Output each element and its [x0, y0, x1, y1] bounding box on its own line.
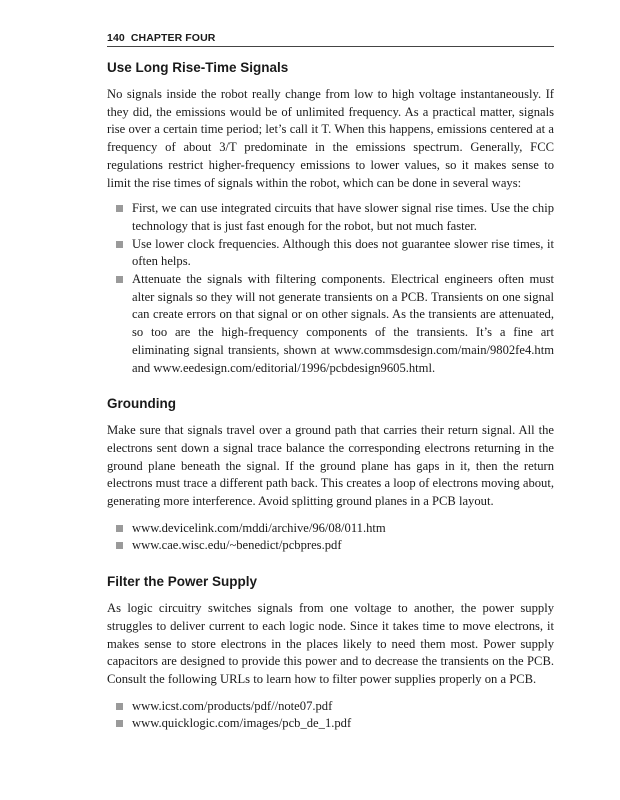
- section-power-supply: [107, 574, 554, 733]
- bullet-list: [107, 698, 554, 733]
- square-bullet-icon: [116, 276, 123, 283]
- url-text: www.icst.com/products/pdf//note07.pdf: [132, 698, 333, 713]
- url-text: www.quicklogic.com/images/pcb_de_1.pdf: [132, 716, 352, 731]
- list-item-text: First, we can use integrated circuits that have slower signal rise times. Use the chip technology that is just fast enough for the robot, but not much faster.: [132, 201, 554, 233]
- square-bullet-icon: [116, 205, 123, 212]
- list-item: [107, 236, 554, 271]
- section-heading: Filter the Power Supply: [107, 574, 258, 590]
- square-bullet-icon: [116, 703, 123, 710]
- square-bullet-icon: [116, 525, 123, 532]
- section-rise-time: [107, 60, 554, 377]
- section-paragraph: No signals inside the robot really change from low to high voltage instantaneously. If they did, the emissions would be of unlimited frequency. As a practical matter, signals rise over a certain time period; let’s call it T. When this happens, emissions centered at a frequency of about 3/T predominate in the emissions spectrum. Generally, FCC regulations restrict higher-frequency emissions to lower values, so it makes sense to limit the rise times of signals within the robot, which can be done in several ways:: [107, 87, 554, 190]
- list-item-text: Attenuate the signals with filtering components. Electrical engineers often must alter signals so they will not generate transients on a PCB. Transients on one signal can create errors on that signal or on other signals. As the transients are attenuated, so too are the high-frequency components of the transients. It’s a fine art eliminating signal transients, shown at www.commsdesign.com/main/9802fe4.htm and www.eedesign.com/editorial/1996/pcbdesign9605.html.: [132, 272, 554, 375]
- list-item-text: Use lower clock frequencies. Although this does not guarantee slower rise times, it often helps.: [132, 236, 554, 269]
- list-item: [107, 200, 554, 235]
- square-bullet-icon: [116, 720, 123, 727]
- list-item: [107, 537, 554, 555]
- list-item: [107, 271, 554, 377]
- bullet-list: [107, 200, 554, 377]
- section-paragraph: Make sure that signals travel over a ground path that carries their return signal. All the electrons sent down a signal trace balance the corresponding electrons returning in the ground plane beneath the signal. If the ground plane has gaps in it, then the return electrons must trace a different path back. This creates a loop of electrons moving about, generating more interference. Avoid splitting ground planes in a PCB layout.: [107, 423, 554, 509]
- square-bullet-icon: [116, 542, 123, 549]
- square-bullet-icon: [116, 241, 123, 248]
- section-grounding: [107, 396, 554, 555]
- list-item: [107, 520, 554, 538]
- section-heading: Use Long Rise-Time Signals: [107, 60, 289, 75]
- list-item: [107, 698, 554, 716]
- section-heading: Grounding: [107, 396, 176, 412]
- running-head: [107, 32, 554, 47]
- chapter-title: CHAPTER FOUR: [130, 32, 216, 44]
- section-paragraph: As logic circuitry switches signals from one voltage to another, the power supply struggles to deliver current to each logic node. Since it takes time to move electrons, it makes sense to store electrons in the places likely to need them most. Power supply capacitors are designed to provide this power and to decrease the transients on the PCB. Consult the following URLs to learn how to filter power supplies properly on a PCB.: [107, 601, 554, 686]
- page-body: [107, 60, 554, 733]
- bullet-list: [107, 520, 554, 555]
- url-text: www.cae.wisc.edu/~benedict/pcbpres.pdf: [132, 538, 342, 553]
- list-item: [107, 715, 554, 733]
- page-number: 140: [107, 32, 125, 44]
- url-text: www.devicelink.com/mddi/archive/96/08/011.htm: [132, 520, 386, 535]
